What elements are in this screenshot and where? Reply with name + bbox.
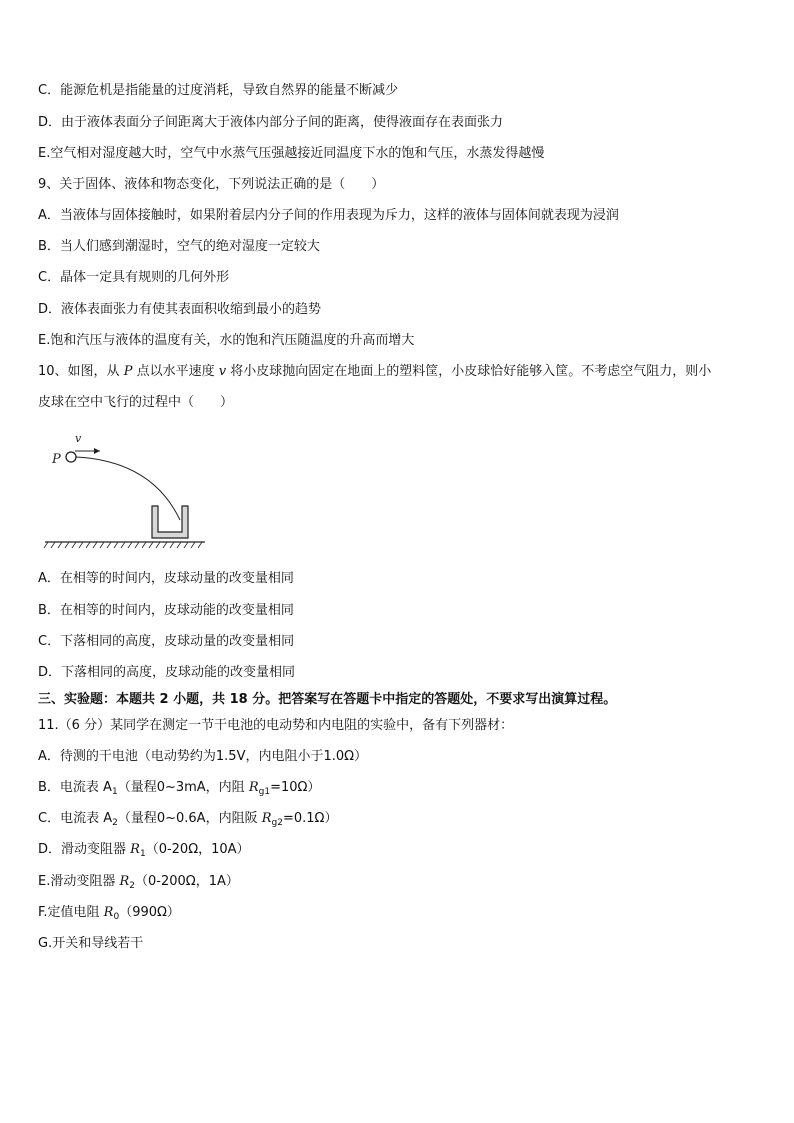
q11-option-a: A．待测的干电池（电动势约为1.5V，内电阻小于1.0Ω） <box>38 749 368 764</box>
q11-d-r: R <box>130 842 140 857</box>
q9-option-a: A．当液体与固体接触时，如果附着层内分子间的作用表现为斥力，这样的液体与固体间就表现为浸润 <box>38 208 619 223</box>
q10-stem-mid: 点以水平速度 <box>132 364 219 379</box>
q9-option-e: E.饱和汽压与液体的温度有关，水的饱和汽压随温度的升高而增大 <box>38 333 415 348</box>
q11-b-sub: 1 <box>111 787 118 797</box>
q8-option-e: E.空气相对湿度越大时，空气中水蒸气压强越接近同温度下水的饱和气压，水蒸发得越慢 <box>38 146 545 161</box>
ground-hatching <box>44 542 202 548</box>
q9-option-d: D．液体表面张力有使其表面积收缩到最小的趋势 <box>38 302 322 317</box>
q10-point-p: P <box>123 364 133 379</box>
q10-stem <box>38 364 711 380</box>
q9-option-c: C．晶体一定具有规则的几何外形 <box>38 270 230 285</box>
q10-stem-post: 将小皮球抛向固定在地面上的塑料筐，小皮球恰好能够入筐。不考虑空气阻力，则小 <box>226 364 712 379</box>
q11-b-mid: （量程0~3mA，内阻 <box>117 780 249 795</box>
q10-option-a: A．在相等的时间内，皮球动量的改变量相同 <box>38 571 294 586</box>
q11-c-rsub: g2 <box>271 818 283 828</box>
q11-f-post: （990Ω） <box>119 905 180 920</box>
q10-velocity-v: v <box>218 364 227 379</box>
q11-f-r: R <box>103 905 114 920</box>
projectile-figure <box>42 426 208 552</box>
q11-option-f <box>38 905 180 925</box>
q9-stem: 9、关于固体、液体和物态变化，下列说法正确的是（ ） <box>38 177 385 192</box>
q11-c-post: =0.1Ω） <box>282 811 338 826</box>
q11-option-d <box>38 842 250 862</box>
q9-option-b: B．当人们感到潮湿时，空气的绝对湿度一定较大 <box>38 239 320 254</box>
q10-option-d: D．下落相同的高度，皮球动能的改变量相同 <box>38 665 296 680</box>
q11-d-rsub: 1 <box>139 849 146 859</box>
trajectory-curve <box>76 457 180 520</box>
q10-option-b: B．在相等的时间内，皮球动能的改变量相同 <box>38 603 294 618</box>
q11-e-r: R <box>119 874 130 889</box>
q11-d-pre: D．滑动变阻器 <box>38 842 131 857</box>
q10-stem-pre: 10、如图，从 <box>38 364 124 379</box>
q11-b-post: =10Ω） <box>270 780 321 795</box>
q11-c-pre: C．电流表 A <box>38 811 113 826</box>
q11-option-e <box>38 874 239 894</box>
q11-f-rsub: 0 <box>113 912 120 922</box>
q11-e-pre: E.滑动变阻器 <box>38 874 120 889</box>
q11-c-mid: （量程0~0.6A，内阻阪 <box>117 811 262 826</box>
q11-b-pre: B．电流表 A <box>38 780 112 795</box>
velocity-arrowhead <box>94 448 100 454</box>
q11-c-r: R <box>261 811 272 826</box>
basket <box>152 506 188 538</box>
q11-d-post: （0-20Ω，10A） <box>145 842 250 857</box>
q11-e-post: （0-200Ω，1A） <box>135 874 239 889</box>
q11-b-rsub: g1 <box>258 787 271 797</box>
figure-label-p: P <box>52 452 61 467</box>
ball-icon <box>66 452 76 462</box>
q11-option-c <box>38 811 337 831</box>
q11-c-sub: 2 <box>112 818 118 828</box>
q10-stem-line2: 皮球在空中飞行的过程中（ ） <box>38 395 234 410</box>
section-3-heading: 三、实验题：本题共 2 小题，共 18 分。把答案写在答题卡中指定的答题处，不要求写出演算过程。 <box>38 692 617 707</box>
q10-option-c: C．下落相同的高度，皮球动量的改变量相同 <box>38 634 295 649</box>
q11-stem: 11.（6 分）某同学在测定一节干电池的电动势和内电阻的实验中，备有下列器材： <box>38 718 514 733</box>
q11-option-b <box>38 780 320 800</box>
q11-option-g: G.开关和导线若干 <box>38 936 144 951</box>
q8-option-d: D．由于液体表面分子间距离大于液体内部分子间的距离，使得液面存在表面张力 <box>38 115 504 130</box>
q11-b-r: R <box>248 780 259 795</box>
q11-e-rsub: 2 <box>129 881 136 891</box>
q8-option-c: C．能源危机是指能量的过度消耗，导致自然界的能量不断减少 <box>38 83 399 98</box>
figure-label-v: v <box>75 432 82 445</box>
q11-f-pre: F.定值电阻 <box>38 905 104 920</box>
